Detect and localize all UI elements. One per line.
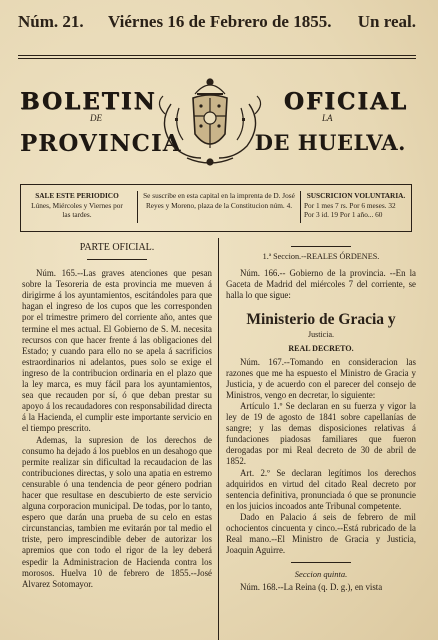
prices-heading: SUSCRICION VOLUNTARIA. <box>306 191 406 200</box>
real-decreto-heading: REAL DECRETO. <box>288 344 354 354</box>
article-1: Artículo 1.º Se declaran en su fuerza y vigor la ley de 19 de agosto de 1841 sobre capellanías de sangre; y las demas disposiciones relativas á fundaciones piadosas familiares que fueron derogadas por mi Real decreto de 30 de abril de 1852. <box>226 400 416 467</box>
parte-oficial-heading: PARTE OFICIAL. <box>79 242 155 253</box>
issue-line <box>18 12 416 48</box>
royal-coat-of-arms-icon <box>151 74 269 170</box>
article-166: Núm. 166.-- Gobierno de la provincia. --En la Gaceta de Madrid del miércoles 7 del corriente, se halla lo que sigue: <box>226 268 416 301</box>
masthead-provincia: PROVINCIA <box>20 130 182 157</box>
right-column <box>226 240 416 593</box>
masthead-huelva: DE HUELVA. <box>254 130 406 155</box>
location-text: Se suscribe en esta capital en la imprenta de D. José Reyes y Moreno, plaza de la Constitucion núm. 4. <box>143 191 295 210</box>
subscription-info-box <box>20 184 412 232</box>
header-rule <box>18 55 416 56</box>
subscription-prices <box>304 191 408 220</box>
article-2: Art. 2.º Se declaran legítimos los derechos adquiridos en virtud del citado Real decreto por sentencia definitiva, pronunciada ó que se pronuncie en los juicios incoados ante Tribunal competente. <box>226 467 416 511</box>
left-column <box>22 240 212 590</box>
decree-signature: Dado en Palacio á seis de febrero de mil ochocientos cincuenta y cinco.--Está rubricado de la Real mano.--El Ministro de Gracia y Justicia, Joaquin Aguirre. <box>226 511 416 556</box>
section-heading: 1.ª Seccion.--REALES ÓRDENES. <box>262 252 380 261</box>
section5-rule <box>291 562 351 563</box>
schedule-text: Lúnes, Miércoles y Viernes por las tardes. <box>31 200 123 219</box>
article-165-para-2: Ademas, la supresion de los derechos de consumo ha dejado á los pueblos en un desahogo que permite realizar sin dificultad la recaudacion de las contribuciones directas, y solo una apatia en estremo censurable ó una tendencia de peor género podrian hacer que resultase en descubierto de este servicio alguna corporacion municipal. De todas, por lo tanto, espero que darán una prueba de su celo en estas circunstancias, tambien me evitarán por tal medio el triste, pero imprescindible deber de autorizar los apremios que con todo el rigor de la ley deberá espedir la Administracion de Hacienda contra los morosos. Huelva 10 de febrero de 1855.--José Alvarez Sotomayor. <box>22 434 212 589</box>
article-168: Núm. 168.--La Reina (q. D. g.), en vista <box>240 582 383 593</box>
masthead-boletin: BOLETIN <box>20 88 157 115</box>
ministry-subtitle: Justicia. <box>308 330 334 340</box>
heading-rule <box>87 259 147 260</box>
prices-line-1: Por 1 mes 7 rs. Por 6 meses. 32 <box>304 200 396 210</box>
ministry-title: Ministerio de Gracia y <box>246 311 396 329</box>
publication-schedule <box>27 191 127 220</box>
column-divider <box>218 238 219 640</box>
article-167: Núm. 167.--Tomando en consideracion las razones que me ha espuesto el Ministro de Gracia y Justicia, y de acuerdo con el parecer del consejo de Ministros, vengo en decretar, lo siguiente: <box>226 356 416 400</box>
article-165-para-1: Núm. 165.--Las graves atenciones que pesan sobre la Tesoreria de esta provincia me mueven á dirigirme á los ayuntamientos, escitándoles para que hagan el ingreso de los cupos que les corresponden por el trimestre primero del corriente año, antes que termine el mes actual. El Gobierno de S. M. necesita recursos con que hacer frente á las obligaciones del Estado; y cuando para ello no se apela á sacrificios estraordinarios ni adelantos, pues solo se exige el ingreso de la contribucion ordinaria en el plazo que la ley marca, es muy fácil para los ayuntamientos, sea que recauden por sí, ó que deban prestar su apoyo á los recaudadores con responsabilidad directa á la Hacienda, el cumplir este importante servicio en el tiempo prescrito. <box>22 268 212 434</box>
prices-line-2: Por 3 id. 19 Por 1 año... 60 <box>304 210 383 219</box>
schedule-heading: SALE ESTE PERIODICO <box>35 191 119 200</box>
masthead-de: DE <box>90 113 102 123</box>
subscription-location <box>137 191 301 223</box>
issue-number: Núm. 21. <box>18 12 84 31</box>
masthead-la: LA <box>322 113 333 123</box>
issue-date: Viérnes 16 de Febrero de 1855. <box>108 12 332 31</box>
issue-price: Un real. <box>357 12 416 31</box>
section-top-rule <box>291 246 351 247</box>
masthead-oficial: OFICIAL <box>283 88 408 115</box>
seccion-quinta-heading: Seccion quinta. <box>294 569 348 580</box>
